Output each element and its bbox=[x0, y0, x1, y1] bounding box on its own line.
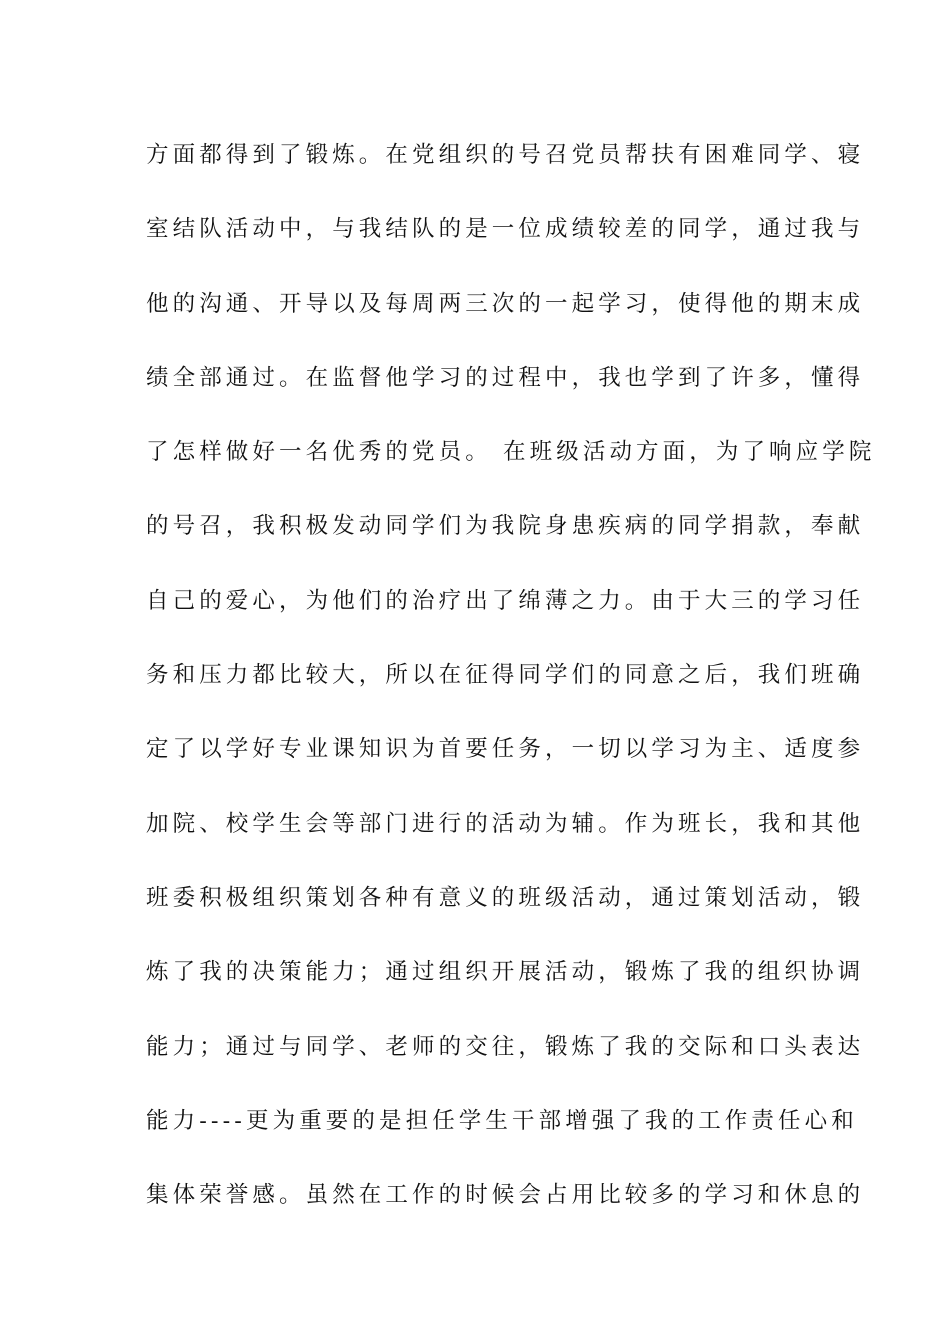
text-line: 能力；通过与同学、老师的交往，锻炼了我的交际和口头表达 bbox=[146, 1033, 865, 1060]
text-line: 班委积极组织策划各种有意义的班级活动，通过策划活动，锻 bbox=[146, 884, 865, 911]
body-text bbox=[146, 135, 876, 1249]
text-line: 加院、校学生会等部门进行的活动为辅。作为班长，我和其他 bbox=[146, 810, 865, 837]
text-line: 定了以学好专业课知识为首要任务，一切以学习为主、适度参 bbox=[146, 736, 865, 763]
text-line: 能力----更为重要的是担任学生干部增强了我的工作责任心和 bbox=[146, 1107, 858, 1134]
text-line: 了怎样做好一名优秀的党员。 在班级活动方面，为了响应学院 bbox=[146, 439, 876, 466]
text-line: 的号召，我积极发动同学们为我院身患疾病的同学捐款，奉献 bbox=[146, 513, 865, 540]
text-line: 绩全部通过。在监督他学习的过程中，我也学到了许多，懂得 bbox=[146, 364, 865, 391]
text-line: 炼了我的决策能力；通过组织开展活动，锻炼了我的组织协调 bbox=[146, 959, 865, 986]
text-line: 务和压力都比较大，所以在征得同学们的同意之后，我们班确 bbox=[146, 662, 865, 689]
text-line: 他的沟通、开导以及每周两三次的一起学习，使得他的期末成 bbox=[146, 290, 865, 317]
text-line: 自己的爱心，为他们的治疗出了绵薄之力。由于大三的学习任 bbox=[146, 587, 865, 614]
text-line: 方面都得到了锻炼。在党组织的号召党员帮扶有困难同学、寝 bbox=[146, 142, 865, 168]
text-line: 室结队活动中，与我结队的是一位成绩较差的同学，通过我与 bbox=[146, 216, 865, 243]
text-line: 集体荣誉感。虽然在工作的时候会占用比较多的学习和休息的 bbox=[146, 1182, 865, 1209]
